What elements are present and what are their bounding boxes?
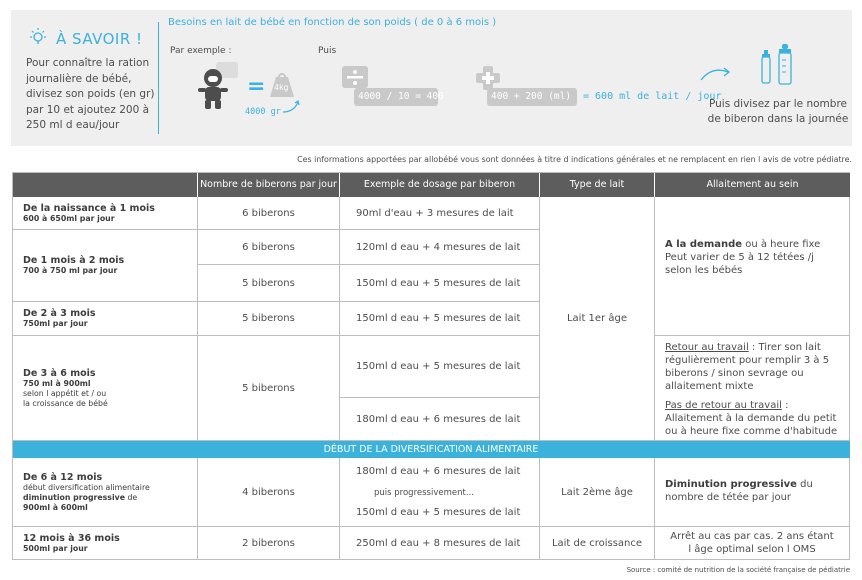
- biberons-cell: 5 biberons: [198, 265, 340, 302]
- a-savoir-text: Pour connaître la ration journalière de bébé, divisez son poids (en gr) par 10 et ajoutez 200 à 250 ml d eau/jour: [26, 57, 155, 131]
- lightbulb-icon: [27, 26, 49, 48]
- allaitement-bold: A la demande: [665, 239, 743, 250]
- age-sub: 500ml par jour: [23, 543, 88, 553]
- dosage-line: puis progressivement...: [374, 488, 474, 498]
- dosage-line: 180ml d eau + 6 mesures de lait: [356, 466, 521, 477]
- age-row-0-1: [12, 197, 198, 230]
- age-sub: 600 à 650ml par jour: [23, 213, 115, 223]
- divide-icon: [340, 64, 370, 90]
- curved-arrow-icon: [280, 98, 304, 116]
- age-title: De 2 à 3 mois: [23, 308, 96, 319]
- lait-type-cell: Lait 2ème âge: [540, 458, 655, 527]
- header-age: [12, 172, 198, 197]
- allaitement-bold: Diminution progressive: [665, 479, 797, 490]
- biberons-cell: 4 biberons: [198, 458, 340, 527]
- age-sub: 700 à 750 ml par jour: [23, 266, 118, 275]
- allaitement-text: ou à heure fixe: [742, 239, 821, 250]
- age-title: 12 mois à 36 mois: [23, 532, 120, 544]
- biberons-cell: 5 biberons: [198, 302, 340, 336]
- add-calc-text: 400 + 200 (ml): [491, 91, 572, 102]
- dosage-cell: 150ml d eau + 5 mesures de lait: [340, 265, 540, 302]
- allaitement-underline: Retour au travail: [665, 342, 749, 353]
- equals-sign: =: [247, 74, 266, 99]
- allaitement-text: : Allaitement à la demande du petit ou à heure fixe comme d'habitude: [665, 400, 838, 437]
- besoins-title: Besoins en lait de bébé en fonction de son poids ( de 0 à 6 mois ): [168, 17, 497, 28]
- lait-type-cell: Lait 1er âge: [540, 197, 655, 441]
- age-row-3-6: [12, 336, 198, 441]
- allaitement-underline: Pas de retour au travail: [665, 400, 782, 411]
- dosage-cell: 150ml d eau + 5 mesures de lait: [340, 336, 540, 398]
- age-note: la croissance de bébé: [23, 398, 108, 408]
- age-note: selon l appétit et / ou: [23, 388, 107, 398]
- lait-type-cell: Lait de croissance: [540, 527, 655, 560]
- source-text: Source : comité de nutrition de la société française de pédiatrie: [626, 566, 850, 574]
- disclaimer-text: Ces informations apportées par allobébé vous sont données à titre d indications générales et ne remplacent en rien l avis de votre pédiatre.: [297, 155, 852, 164]
- allaitement-cell-arret: Arrêt au cas par cas. 2 ans étant l âge optimal selon l OMS: [655, 527, 850, 560]
- header-biberons: Nombre de biberons par jour: [198, 172, 340, 197]
- puis-divisez-text: Puis divisez par le nombre de biberon dans la journée: [707, 98, 849, 125]
- allaitement-text: : Tirer son lait régulièrement pour remplir 3 à 5 biberons / sinon sevrage ou allaitement mixte: [665, 342, 830, 392]
- dosage-cell: 90ml d'eau + 3 mesures de lait: [340, 197, 540, 230]
- header-dosage: Exemple de dosage par biberon: [340, 172, 540, 197]
- baby-icon: [196, 58, 242, 112]
- baby-bottles-icon: [758, 42, 800, 88]
- biberons-cell: 6 biberons: [198, 197, 340, 230]
- kg-label: 4kg: [274, 83, 289, 92]
- puis-label: Puis: [318, 46, 337, 56]
- allaitement-text: Peut varier de 5 à 12 tétées /j selon les bébés: [665, 252, 814, 276]
- biberons-cell: 2 biberons: [198, 527, 340, 560]
- age-title: De 6 à 12 mois: [23, 471, 103, 483]
- par-exemple-label: Par exemple :: [170, 46, 232, 56]
- age-row-6-12: [12, 458, 198, 527]
- gr-label: 4000 gr: [245, 107, 281, 117]
- dosage-cell: 180ml d eau + 6 mesures de lait: [340, 398, 540, 441]
- age-sub: 750ml par jour: [23, 319, 88, 328]
- arrow-right-icon: [698, 64, 734, 84]
- allaitement-cell-diminution: [655, 458, 850, 527]
- biberons-cell: 6 biberons: [198, 230, 340, 265]
- age-row-1-2: [12, 230, 198, 302]
- header-type-lait: Type de lait: [540, 172, 655, 197]
- diversification-banner: DÉBUT DE LA DIVERSIFICATION ALIMENTAIRE: [12, 441, 850, 458]
- age-sub-bold: diminution progressive: [23, 492, 125, 502]
- result-text: = 600 ml de lait / jour: [583, 91, 722, 102]
- a-savoir-title: À SAVOIR !: [56, 30, 143, 48]
- biberons-cell: 5 biberons: [198, 336, 340, 441]
- age-title: De 3 à 6 mois: [23, 367, 96, 379]
- allaitement-cell-demande: [655, 197, 850, 336]
- dosage-cell: 250ml d eau + 8 mesures de lait: [340, 527, 540, 560]
- age-row-12-36: [12, 527, 198, 560]
- age-title: De 1 mois à 2 mois: [23, 255, 125, 266]
- allaitement-cell-travail: [655, 336, 850, 441]
- age-sub-rest: de: [125, 492, 138, 502]
- age-sub: 750 ml à 900ml: [23, 378, 91, 388]
- banner-divider: [158, 22, 159, 134]
- age-note: début diversification alimentaire: [23, 482, 150, 492]
- age-sub: 900ml à 600ml: [23, 502, 88, 512]
- dosage-cell: 150ml d eau + 5 mesures de lait: [340, 302, 540, 336]
- age-title: De la naissance à 1 mois: [23, 202, 155, 214]
- allaitement-text: du nombre de tétée par jour: [665, 479, 813, 503]
- dosage-cell-6-12: [340, 458, 540, 527]
- header-allaitement: Allaitement au sein: [655, 172, 850, 197]
- divide-calc-text: 4000 / 10 = 400: [358, 91, 444, 102]
- dosage-line: 150ml d eau + 5 mesures de lait: [356, 507, 521, 518]
- age-row-2-3: [12, 302, 198, 336]
- feeding-table: [12, 172, 850, 560]
- dosage-cell: 120ml d eau + 4 mesures de lait: [340, 230, 540, 265]
